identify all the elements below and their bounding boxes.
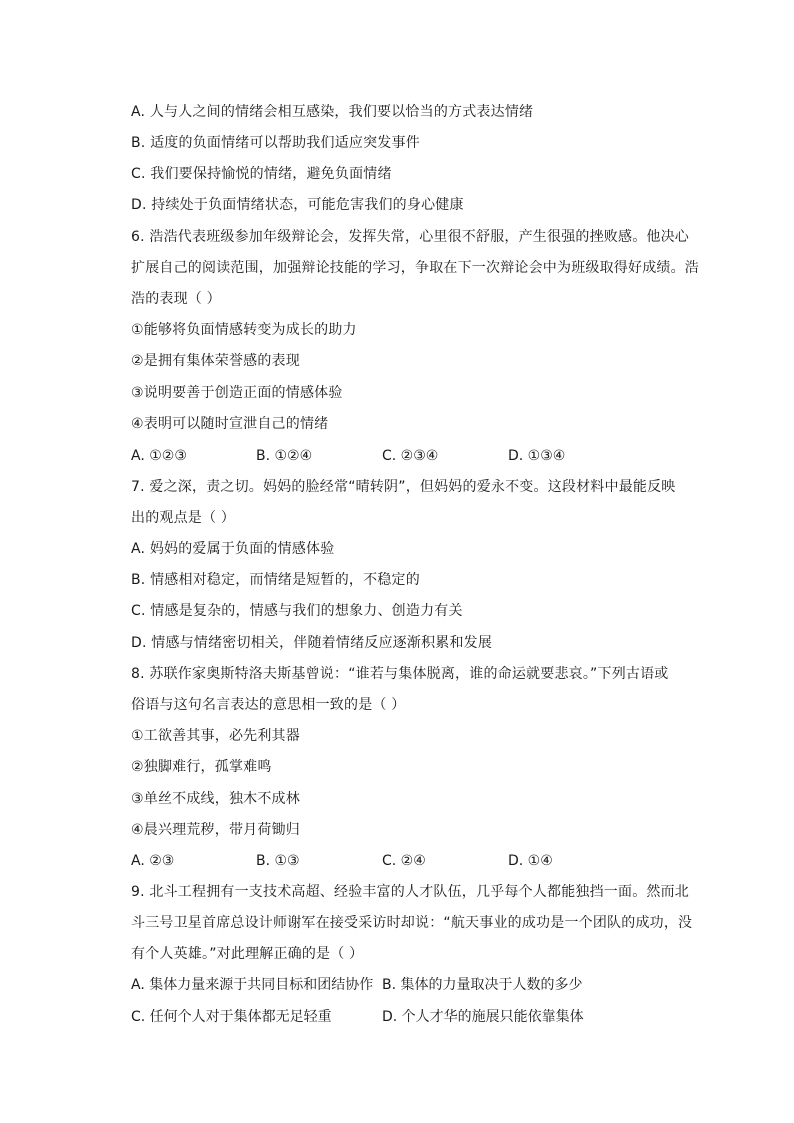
q8-choice-c: C. ②④ [382,853,426,869]
q6-choice-d: D. ①③④ [508,448,566,464]
q7-option-d: D. 情感与情绪密切相关，伴随着情绪反应逐渐积累和发展 [131,635,493,651]
q6-stem-line-3: 浩的表现（ ） [131,291,221,307]
q6-stem-line-1: 6. 浩浩代表班级参加年级辩论会，发挥失常，心里很不舒服，产生很强的挫败感。他决心 [131,229,690,245]
q9-choice-d: D. 个人才华的施展只能依靠集体 [382,1009,584,1025]
q6-item-2: ②是拥有集体荣誉感的表现 [131,353,300,369]
q8-item-4: ④晨兴理荒秽，带月荷锄归 [131,822,300,838]
q6-choice-a: A. ①②③ [131,448,187,464]
q6-item-1: ①能够将负面情感转变为成长的助力 [131,322,357,338]
q7-option-a: A. 妈妈的爱属于负面的情感体验 [131,541,335,557]
q8-item-1: ①工欲善其事，必先利其器 [131,728,300,744]
q8-item-2: ②独脚难行，孤掌难鸣 [131,759,272,775]
q7-stem-line-1: 7. 爱之深，责之切。妈妈的脸经常“晴转阴”，但妈妈的爱永不变。这段材料中最能反映 [131,479,676,495]
q9-choice-b: B. 集体的力量取决于人数的多少 [382,977,583,993]
q6-choice-c: C. ②③④ [382,448,439,464]
q5-option-b: B. 适度的负面情绪可以帮助我们适应突发事件 [131,135,420,151]
q9-stem-line-3: 有个人英雄。”对此理解正确的是（ ） [131,946,364,962]
q5-option-c: C. 我们要保持愉悦的情绪，避免负面情绪 [131,166,392,182]
q7-option-b: B. 情感相对稳定，而情绪是短暂的，不稳定的 [131,572,420,588]
q5-option-a: A. 人与人之间的情绪会相互感染，我们要以恰当的方式表达情绪 [131,104,534,120]
q9-stem-line-2: 斗三号卫星首席总设计师谢军在接受采访时却说：“航天事业的成功是一个团队的成功，没 [131,915,693,931]
q6-choice-b: B. ①②④ [256,448,313,464]
q8-item-3: ③单丝不成线，独木不成林 [131,791,300,807]
q7-stem-line-2: 出的观点是（ ） [131,510,236,526]
q8-stem-line-1: 8. 苏联作家奥斯特洛夫斯基曾说：“谁若与集体脱离，谁的命运就要悲哀。”下列古语或 [131,666,669,682]
q6-item-4: ④表明可以随时宣泄自己的情绪 [131,416,329,432]
q9-choice-c: C. 任何个人对于集体都无足轻重 [131,1009,332,1025]
q6-stem-line-2: 扩展自己的阅读范围，加强辩论技能的学习，争取在下一次辩论会中为班级取得好成绩。浩 [131,260,699,276]
q8-stem-line-2: 俗语与这句名言表达的意思相一致的是（ ） [131,697,406,713]
q9-stem-line-1: 9. 北斗工程拥有一支技术高超、经验丰富的人才队伍，几乎每个人都能独挡一面。然而北 [131,884,690,900]
q5-option-d: D. 持续处于负面情绪状态，可能危害我们的身心健康 [131,197,464,213]
q9-choice-a: A. 集体力量来源于共同目标和团结协作 [131,977,374,993]
q6-item-3: ③说明要善于创造正面的情感体验 [131,385,343,401]
q7-option-c: C. 情感是复杂的，情感与我们的想象力、创造力有关 [131,603,463,619]
q8-choice-b: B. ①③ [256,853,300,869]
q8-choice-a: A. ②③ [131,853,175,869]
q8-choice-d: D. ①④ [508,853,553,869]
